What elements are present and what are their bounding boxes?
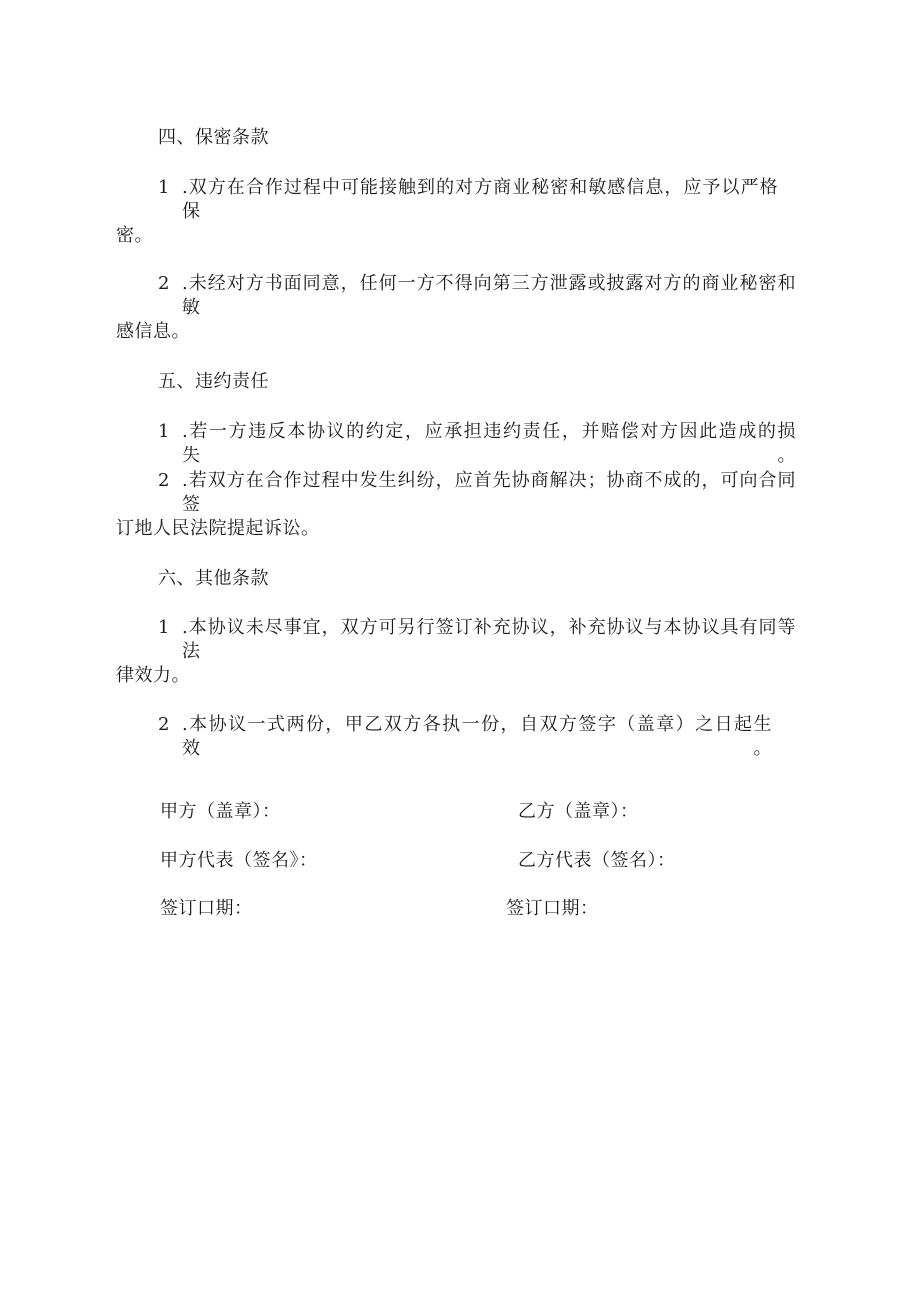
clause-text: .双方在合作过程中可能接触到的对方商业秘密和敏感信息，应予以严格保 <box>182 177 778 222</box>
clause-number: 2 <box>158 714 170 735</box>
section-heading-liability: 五、违约责任 <box>158 371 269 392</box>
party-a-date-label: 签订口期： <box>160 898 253 919</box>
clause-text: .若双方在合作过程中发生纠纷，应首先协商解决；协商不成的，可向合同签 <box>182 470 796 515</box>
party-b-date-label: 签订口期： <box>506 898 599 919</box>
clause-text: .本协议未尽事宜，双方可另行签订补充协议，补充协议与本协议具有同等法 <box>182 617 796 662</box>
clause-text: .若一方违反本协议的约定，应承担违约责任，并赔偿对方因此造成的损失。 <box>182 421 796 466</box>
clause-text-continued: 密。 <box>116 225 153 246</box>
section-heading-confidentiality: 四、保密条款 <box>158 127 269 148</box>
clause-number: 1 <box>158 617 170 638</box>
clause-text-continued: 律效力。 <box>116 665 190 686</box>
clause-number: 1 <box>158 177 170 198</box>
party-b-representative-label: 乙方代表（签名）： <box>518 850 676 871</box>
clause-text: .未经对方书面同意，任何一方不得向第三方泄露或披露对方的商业秘密和敏 <box>182 273 796 318</box>
party-a-seal-label: 甲方（盖章）： <box>160 801 281 822</box>
clause-text-continued: 感信息。 <box>116 321 190 342</box>
clause-number: 1 <box>158 421 170 442</box>
clause-text: .本协议一式两份，甲乙双方各执一份，自双方签字（盖章）之日起生效。 <box>182 714 772 759</box>
clause-number: 2 <box>158 470 170 491</box>
clause-number: 2 <box>158 273 170 294</box>
party-a-representative-label: 甲方代表（签名》： <box>160 850 318 871</box>
section-heading-other: 六、其他条款 <box>158 568 269 589</box>
party-b-seal-label: 乙方（盖章）： <box>518 801 639 822</box>
clause-text-continued: 订地人民法院提起诉讼。 <box>116 518 320 539</box>
